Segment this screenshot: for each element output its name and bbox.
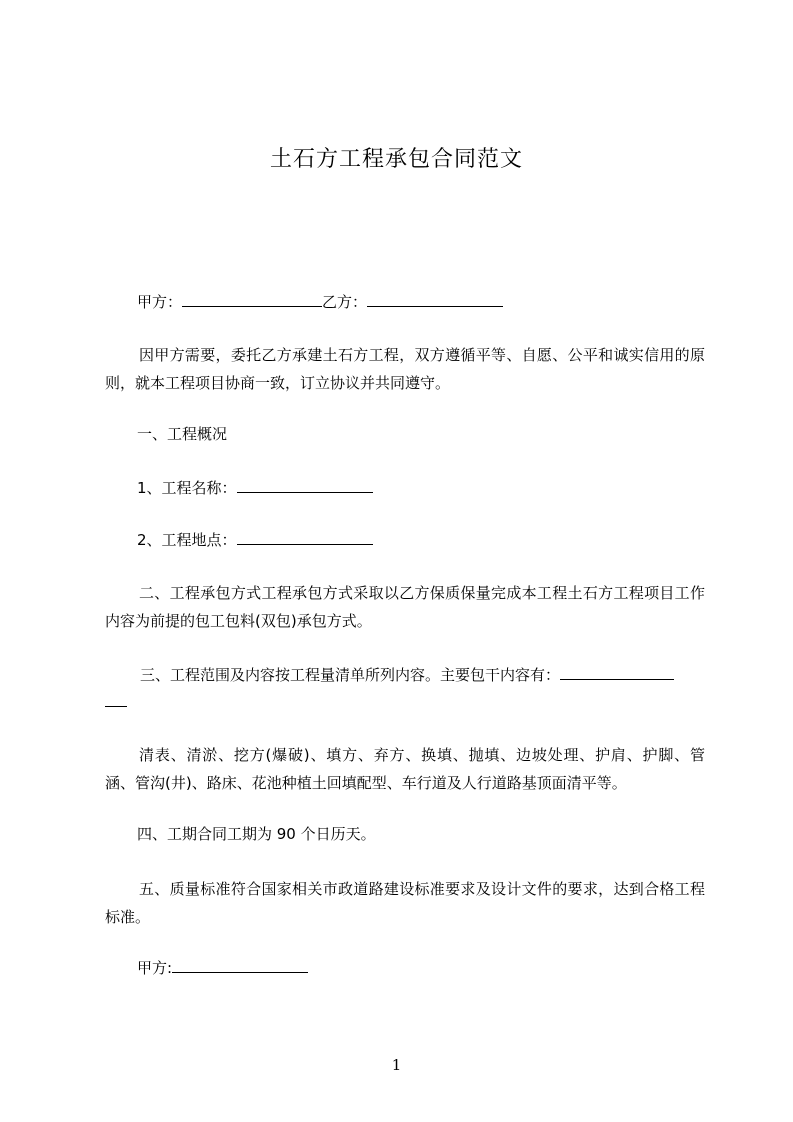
section-5-paragraph: 五、质量标准符合国家相关市政道路建设标准要求及设计文件的要求，达到合格工程标准。	[105, 880, 705, 926]
party-b-blank	[367, 292, 503, 307]
project-name-label: 1、工程名称：	[137, 479, 237, 497]
signature-label: 甲方:	[137, 959, 173, 977]
parties-line	[137, 292, 503, 312]
signature-blank	[172, 958, 308, 973]
party-b-label: 乙方：	[322, 293, 368, 311]
project-location-line	[137, 530, 373, 550]
section-3-text: 三、工程范围及内容按工程量清单所列内容。主要包干内容有：	[140, 666, 561, 684]
section-4-line: 四、工期合同工期为 90 个日历天。	[137, 825, 376, 843]
project-name-line	[137, 478, 373, 498]
section-3-blank	[560, 665, 674, 680]
party-a-label: 甲方：	[137, 293, 183, 311]
section-1-heading: 一、工程概况	[137, 425, 228, 443]
section-3-blank-continued	[105, 692, 127, 707]
section-2-paragraph: 二、工程承包方式工程承包方式采取以乙方保质保量完成本工程土石方工程项目工作内容为前提的包工包料(双包)承包方式。	[105, 584, 705, 630]
scope-list-paragraph: 清表、清淤、挖方(爆破)、填方、弃方、换填、抛填、边坡处理、护肩、护脚、管涵、管沟(井)、路床、花池种植土回填配型、车行道及人行道路基顶面清平等。	[105, 746, 705, 792]
project-location-label: 2、工程地点：	[137, 531, 237, 549]
section-3-continuation	[105, 692, 127, 712]
page-number: 1	[391, 1056, 402, 1074]
signature-line	[137, 958, 308, 978]
project-name-blank	[237, 478, 373, 493]
document-title: 土石方工程承包合同范文	[269, 147, 523, 172]
intro-paragraph: 因甲方需要，委托乙方承建土石方工程，双方遵循平等、自愿、公平和诚实信用的原则，就本工程项目协商一致，订立协议并共同遵守。	[105, 346, 705, 392]
party-a-blank	[182, 292, 322, 307]
section-3-line	[140, 665, 674, 685]
project-location-blank	[237, 530, 373, 545]
